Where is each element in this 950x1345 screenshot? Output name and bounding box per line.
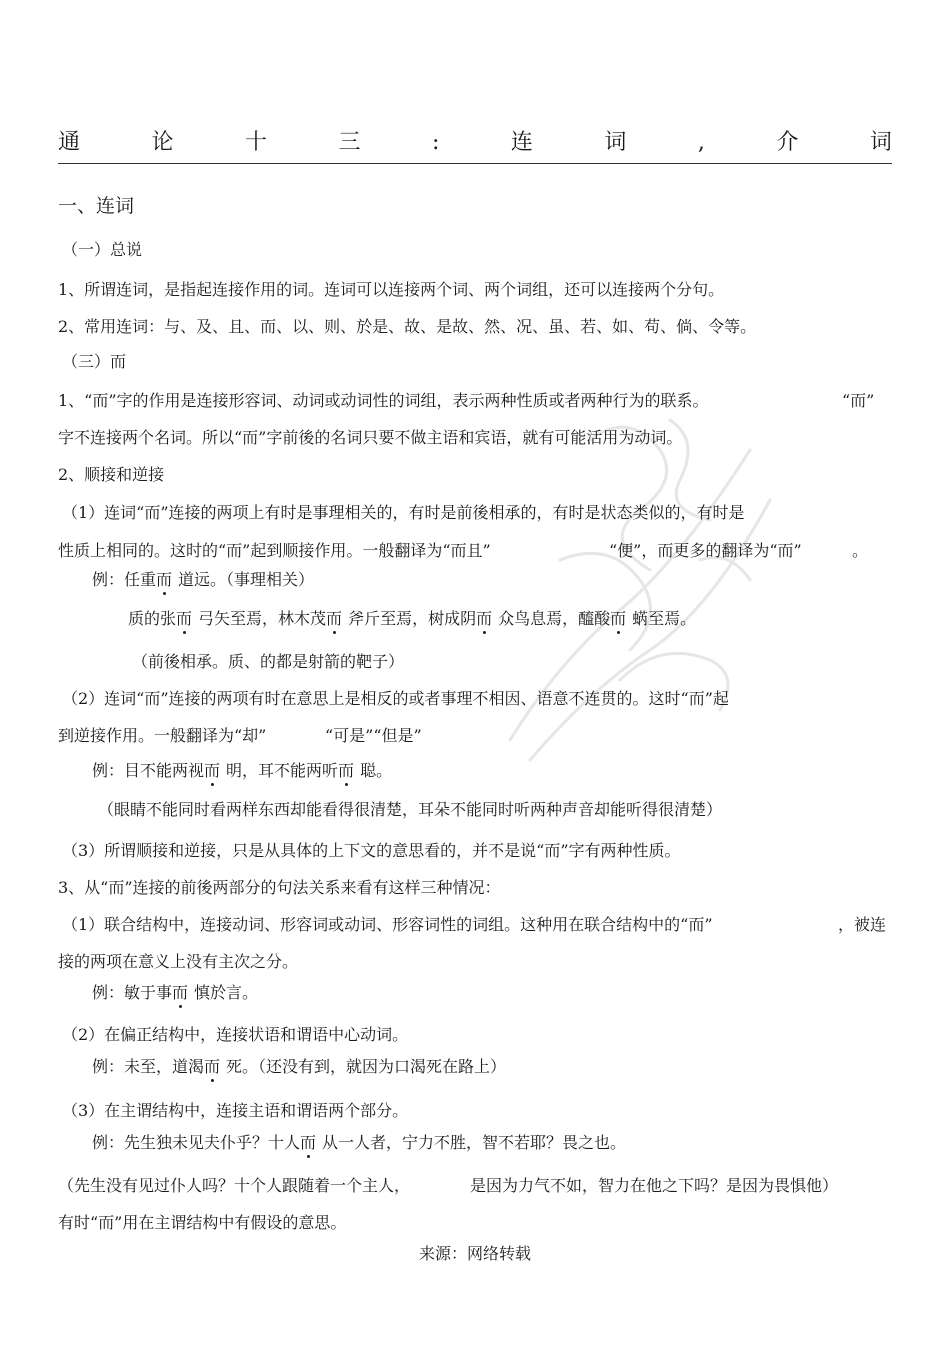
emphasis-char: 而 <box>176 609 193 628</box>
text: 例：目不能两视 <box>92 761 205 780</box>
text: “而” <box>842 391 875 410</box>
text: 例：未至，道渴 <box>92 1057 205 1076</box>
text: 。 <box>852 541 869 560</box>
paragraph-line <box>58 391 709 411</box>
title-char: 词 <box>869 130 892 155</box>
paragraph: 1、所谓连词，是指起连接作用的词。连词可以连接两个词、两个词组，还可以连接两个分句。 <box>58 280 725 299</box>
example <box>92 983 258 1003</box>
text: 到逆接作用。一般翻译为“却” <box>58 726 267 745</box>
text: 慎於言。 <box>194 983 259 1002</box>
emphasis-char: 而 <box>156 570 173 589</box>
paragraph-line <box>470 1176 838 1196</box>
title-char: , <box>697 130 705 155</box>
subheading: （三）而 <box>62 352 127 371</box>
paragraph-line <box>62 915 713 935</box>
paragraph-line: 接的两项在意义上没有主次之分。 <box>58 952 299 971</box>
title-char: : <box>432 130 440 155</box>
text: 斧斤至焉，树成阴 <box>348 609 477 628</box>
text: 众鸟息焉，醯酸 <box>498 609 611 628</box>
title-char: 介 <box>776 130 799 155</box>
title-char: 连 <box>510 130 533 155</box>
text: 例：敏于事 <box>92 983 173 1002</box>
paragraph-line: （1）连词“而”连接的两项上有时是事理相关的，有时是前後相承的，有时是状态类似的，有时是 <box>62 503 745 522</box>
paragraph: 2、顺接和逆接 <box>58 465 165 484</box>
text: 1、“而”字的作用是连接形容词、动词或动词性的词组，表示两种性质或者两种行为的联系。 <box>58 391 709 410</box>
text: 性质上相同的。这时的“而”起到顺接作用。一般翻译为“而且” <box>58 541 491 560</box>
page-title <box>58 128 892 158</box>
title-char: 十 <box>245 130 268 155</box>
source-note: 来源：网络转载 <box>418 1244 531 1263</box>
paragraph-line <box>325 726 422 746</box>
paragraph: 有时“而”用在主谓结构中有假设的意思。 <box>58 1213 347 1232</box>
title-char: 通 <box>58 130 81 155</box>
text: 聪。 <box>360 761 393 780</box>
watermark-icon <box>470 360 800 780</box>
example <box>92 1133 626 1153</box>
paragraph-line <box>58 1176 410 1196</box>
text: 蜹至焉。 <box>632 609 697 628</box>
text: （先生没有见过仆人吗？十个人跟随着一个主人， <box>58 1176 411 1195</box>
text: 例：先生独未见夫仆乎？十人 <box>92 1133 301 1152</box>
paragraph: （3）所谓顺接和逆接，只是从具体的上下文的意思看的，并不是说“而”字有两种性质。 <box>62 841 681 860</box>
text: 质的张 <box>128 609 177 628</box>
text: “便”，而更多的翻译为“而” <box>609 541 802 560</box>
emphasis-char: 而 <box>172 983 189 1002</box>
emphasis-char: 而 <box>338 761 355 780</box>
paragraph-line <box>838 915 886 935</box>
paragraph-line <box>842 391 874 411</box>
title-char: 三 <box>338 130 361 155</box>
emphasis-char: 而 <box>300 1133 317 1152</box>
text: 死。（还没有到，就因为口渴死在路上） <box>226 1057 507 1076</box>
text: 道远。（事理相关） <box>178 570 315 589</box>
title-char: 词 <box>604 130 627 155</box>
text: ，被连 <box>838 915 887 934</box>
title-char: 论 <box>151 130 174 155</box>
emphasis-char: 而 <box>204 1057 221 1076</box>
paragraph: 3、从“而”连接的前後两部分的句法关系来看有这样三种情况： <box>58 878 501 897</box>
emphasis-char: 而 <box>326 609 343 628</box>
paragraph: （3）在主谓结构中，连接主语和谓语两个部分。 <box>62 1101 409 1120</box>
paragraph-line <box>58 726 266 746</box>
paragraph-line <box>852 541 868 561</box>
paragraph: （2）在偏正结构中，连接状语和谓语中心动词。 <box>62 1025 409 1044</box>
emphasis-char: 而 <box>476 609 493 628</box>
text: 明，耳不能两听 <box>226 761 339 780</box>
paragraph-line <box>58 541 491 561</box>
paragraph-line <box>609 541 802 561</box>
example <box>128 609 696 629</box>
text: 例：任重 <box>92 570 157 589</box>
emphasis-char: 而 <box>610 609 627 628</box>
example-note: （前後相承。质、的都是射箭的靶子） <box>132 652 405 671</box>
paragraph: 2、常用连词：与、及、且、而、以、则、於是、故、是故、然、况、虽、若、如、苟、倘、令等。 <box>58 317 757 336</box>
title-underline <box>58 163 892 164</box>
example <box>92 761 392 781</box>
subheading: （一）总说 <box>62 240 143 259</box>
paragraph-line: 字不连接两个名词。所以“而”字前後的名词只要不做主语和宾语，就有可能活用为动词。 <box>58 428 683 447</box>
text: 从一人者，宁力不胜，智不若耶？畏之也。 <box>322 1133 627 1152</box>
emphasis-char: 而 <box>204 761 221 780</box>
example <box>92 570 314 590</box>
text: 是因为力气不如，智力在他之下吗？是因为畏惧他） <box>470 1176 839 1195</box>
paragraph-line: （2）连词“而”连接的两项有时在意思上是相反的或者事理不相因、语意不连贯的。这时“而”起 <box>62 689 729 708</box>
section-heading: 一、连词 <box>58 195 135 217</box>
example-note: （眼睛不能同时看两样东西却能看得很清楚，耳朵不能同时听两种声音却能听得很清楚） <box>98 800 723 819</box>
text: （1）联合结构中，连接动词、形容词或动词、形容词性的词组。这种用在联合结构中的“而” <box>62 915 713 934</box>
text: “可是”“但是” <box>325 726 422 745</box>
text: 弓矢至焉，林木茂 <box>198 609 327 628</box>
example <box>92 1057 506 1077</box>
